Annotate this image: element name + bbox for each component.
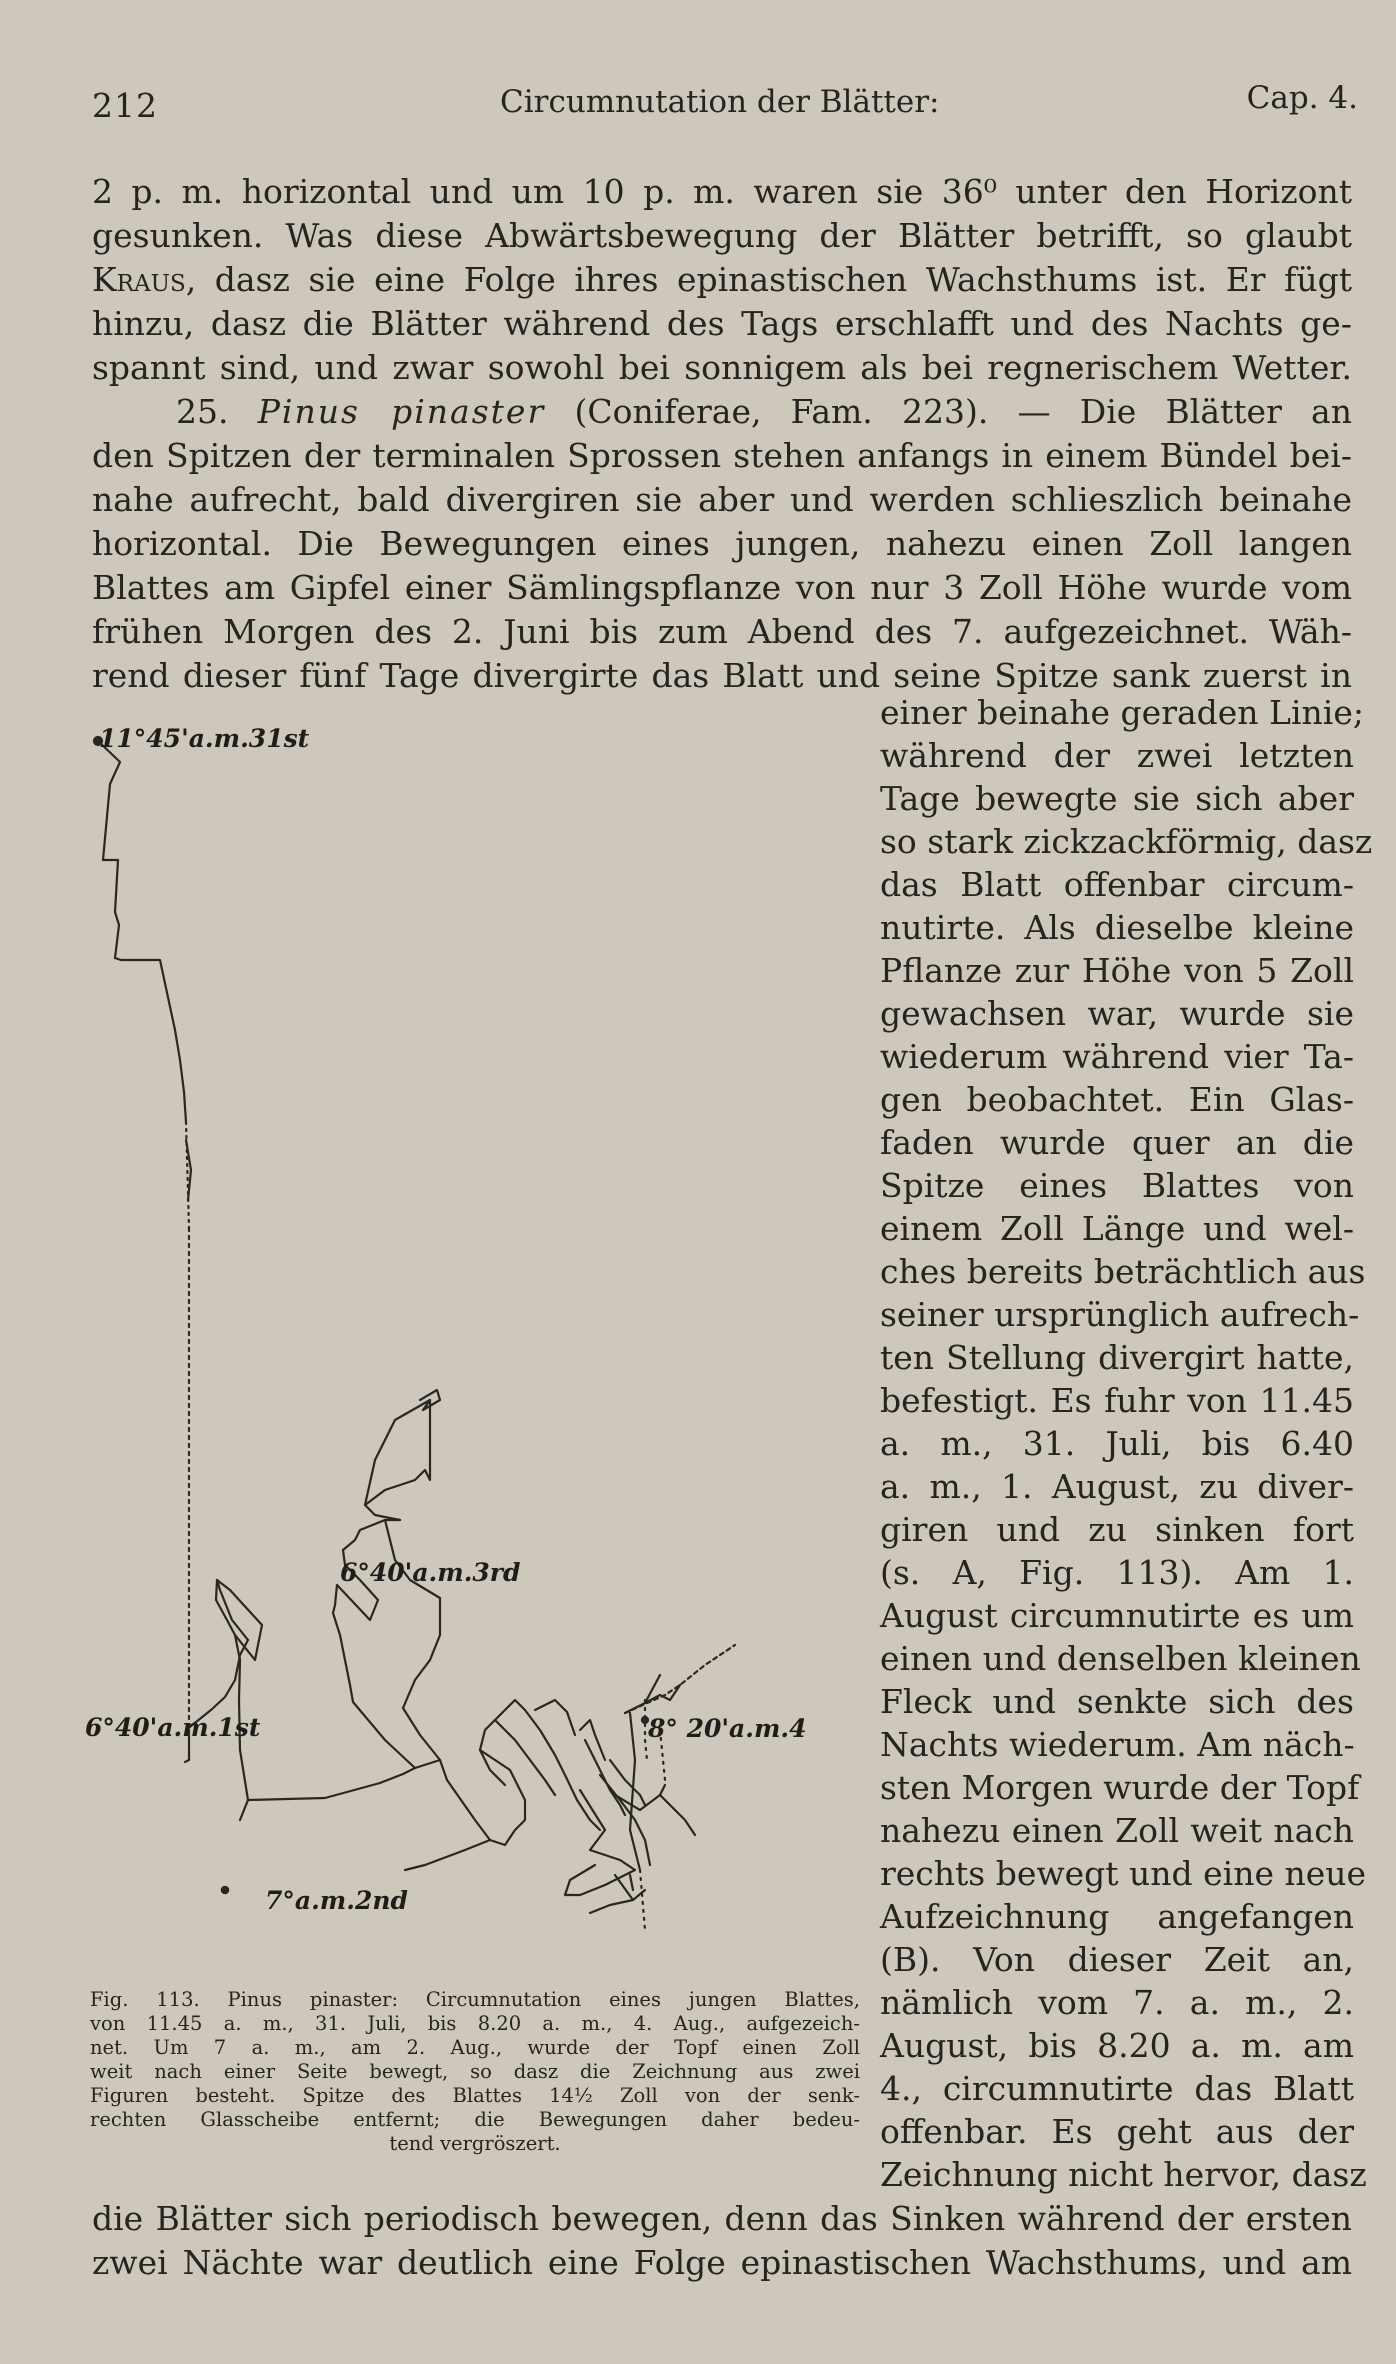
text-line: das Blatt offenbar circum- xyxy=(880,865,1354,904)
text-line: frühen Morgen des 2. Juni bis zum Abend des 7. aufgezeichnet. Wäh- xyxy=(92,612,1352,651)
text-line: rend dieser fünf Tage divergirte das Blatt und seine Spitze sank zuerst in xyxy=(92,656,1352,695)
text-line: nahe aufrecht, bald divergiren sie aber und werden schlieszlich beinahe xyxy=(92,480,1352,519)
text-line: so stark zickzackförmig, dasz xyxy=(880,822,1373,861)
text-line: seiner ursprünglich aufrech- xyxy=(880,1295,1360,1334)
text-line: Fleck und senkte sich des xyxy=(880,1682,1354,1721)
label-b-low: 7°a.m.2nd xyxy=(265,1886,409,1915)
text-line: 4., circumnutirte das Blatt xyxy=(880,2069,1354,2108)
figure-caption-line: weit nach einer Seite bewegt, so dasz die Zeichnung aus zwei xyxy=(90,2060,860,2083)
text-line: (s. A, Fig. 113). Am 1. xyxy=(880,1553,1354,1592)
label-a-start: 11°45'a.m.31st xyxy=(99,724,310,753)
text-line: wiederum während vier Ta- xyxy=(880,1037,1354,1076)
text-line: gewachsen war, wurde sie xyxy=(880,994,1354,1033)
text-line: Blattes am Gipfel einer Sämlingspflanze von nur 3 Zoll Höhe wurde vom xyxy=(92,568,1352,607)
text-line: nämlich vom 7. a. m., 2. xyxy=(880,1983,1354,2022)
text-line: Pflanze zur Höhe von 5 Zoll xyxy=(880,951,1354,990)
text-line: Aufzeichnung angefangen xyxy=(880,1897,1354,1936)
text-line: gesunken. Was diese Abwärtsbewegung der Blätter betrifft, so glaubt xyxy=(92,216,1352,255)
running-header xyxy=(90,80,1358,130)
text-line: Nachts wiederum. Am näch- xyxy=(880,1725,1355,1764)
figure-caption-line: Figuren besteht. Spitze des Blattes 14½ Zoll von der senk- xyxy=(90,2084,860,2107)
page-number: 212 xyxy=(92,86,158,125)
text-line: den Spitzen der terminalen Sprossen stehen anfangs in einem Bündel bei- xyxy=(92,436,1352,475)
text-line: rechts bewegt und eine neue xyxy=(880,1854,1367,1893)
label-a-end: 6°40'a.m.1st xyxy=(85,1713,261,1742)
text-line: offenbar. Es geht aus der xyxy=(880,2112,1354,2151)
text-line: 2 p. m. horizontal und um 10 p. m. waren sie 36⁰ unter den Horizont xyxy=(92,172,1352,211)
author-name: Kraus xyxy=(92,260,186,299)
figure-113 xyxy=(85,700,865,1950)
text-line: August circumnutirte es um xyxy=(880,1596,1354,1635)
text-line: (B). Von dieser Zeit an, xyxy=(880,1940,1354,1979)
text-line: 25. Pinus pinaster (Coniferae, Fam. 223). — Die Blätter an xyxy=(176,392,1352,431)
text-line: giren und zu sinken fort xyxy=(880,1510,1354,1549)
figure-caption-line: tend vergröszert. xyxy=(389,2132,561,2155)
text-line: sten Morgen wurde der Topf xyxy=(880,1768,1360,1807)
running-title: Circumnutation der Blätter: xyxy=(500,84,940,120)
text-line: spannt sind, und zwar sowohl bei sonnigem als bei regnerischem Wetter. xyxy=(92,348,1352,387)
section-number: 25. xyxy=(176,392,229,431)
text-line: Kraus, dasz sie eine Folge ihres epinastischen Wachsthums ist. Er fügt xyxy=(92,260,1352,299)
text-line: einem Zoll Länge und wel- xyxy=(880,1209,1354,1248)
text-line: August, bis 8.20 a. m. am xyxy=(880,2026,1354,2065)
text-line: hinzu, dasz die Blätter während des Tags erschlafft und des Nachts ge- xyxy=(92,304,1352,343)
text-line: a. m., 1. August, zu diver- xyxy=(880,1467,1354,1506)
figure-caption-line: Fig. 113. Pinus pinaster: Circumnutation eines jungen Blattes, xyxy=(90,1988,860,2011)
label-b-top: 6°40'a.m.3rd xyxy=(340,1558,521,1587)
chapter-label: Cap. 4. xyxy=(1246,80,1358,116)
circumnutation-tracing xyxy=(85,700,865,1950)
text-line: horizontal. Die Bewegungen eines jungen, nahezu einen Zoll langen xyxy=(92,524,1352,563)
text-line: gen beobachtet. Ein Glas- xyxy=(880,1080,1354,1119)
figure-caption-line: rechten Glasscheibe entfernt; die Bewegungen daher bedeu- xyxy=(90,2108,860,2131)
text-line: faden wurde quer an die xyxy=(880,1123,1354,1162)
text-line: nutirte. Als dieselbe kleine xyxy=(880,908,1354,947)
figure-caption-line: net. Um 7 a. m., am 2. Aug., wurde der Topf einen Zoll xyxy=(90,2036,860,2059)
tracing-a xyxy=(94,737,191,1762)
text-line: ten Stellung divergirt hatte, xyxy=(880,1338,1354,1377)
text-line: zwei Nächte war deutlich eine Folge epinastischen Wachsthums, und am xyxy=(92,2243,1352,2282)
text-line: a. m., 31. Juli, bis 6.40 xyxy=(880,1424,1354,1463)
species-name: Pinus pinaster xyxy=(257,392,546,431)
text-line: Spitze eines Blattes von xyxy=(880,1166,1354,1205)
text-line: einer beinahe geraden Linie; xyxy=(880,693,1364,732)
text-line: nahezu einen Zoll weit nach xyxy=(880,1811,1354,1850)
text-line: Zeichnung nicht hervor, dasz xyxy=(880,2155,1367,2194)
text-line: ches bereits beträchtlich aus xyxy=(880,1252,1366,1291)
tracing-b xyxy=(186,1390,735,1930)
label-b-mid: 8° 20'a.m.4 xyxy=(648,1714,807,1743)
text-line: die Blätter sich periodisch bewegen, denn das Sinken während der ersten xyxy=(92,2199,1352,2238)
text-line: Tage bewegte sie sich aber xyxy=(880,779,1354,818)
text-line: einen und denselben kleinen xyxy=(880,1639,1361,1678)
text-line: während der zwei letzten xyxy=(880,736,1354,775)
text-line: befestigt. Es fuhr von 11.45 xyxy=(880,1381,1354,1420)
figure-caption-line: von 11.45 a. m., 31. Juli, bis 8.20 a. m., 4. Aug., aufgezeich- xyxy=(90,2012,860,2035)
